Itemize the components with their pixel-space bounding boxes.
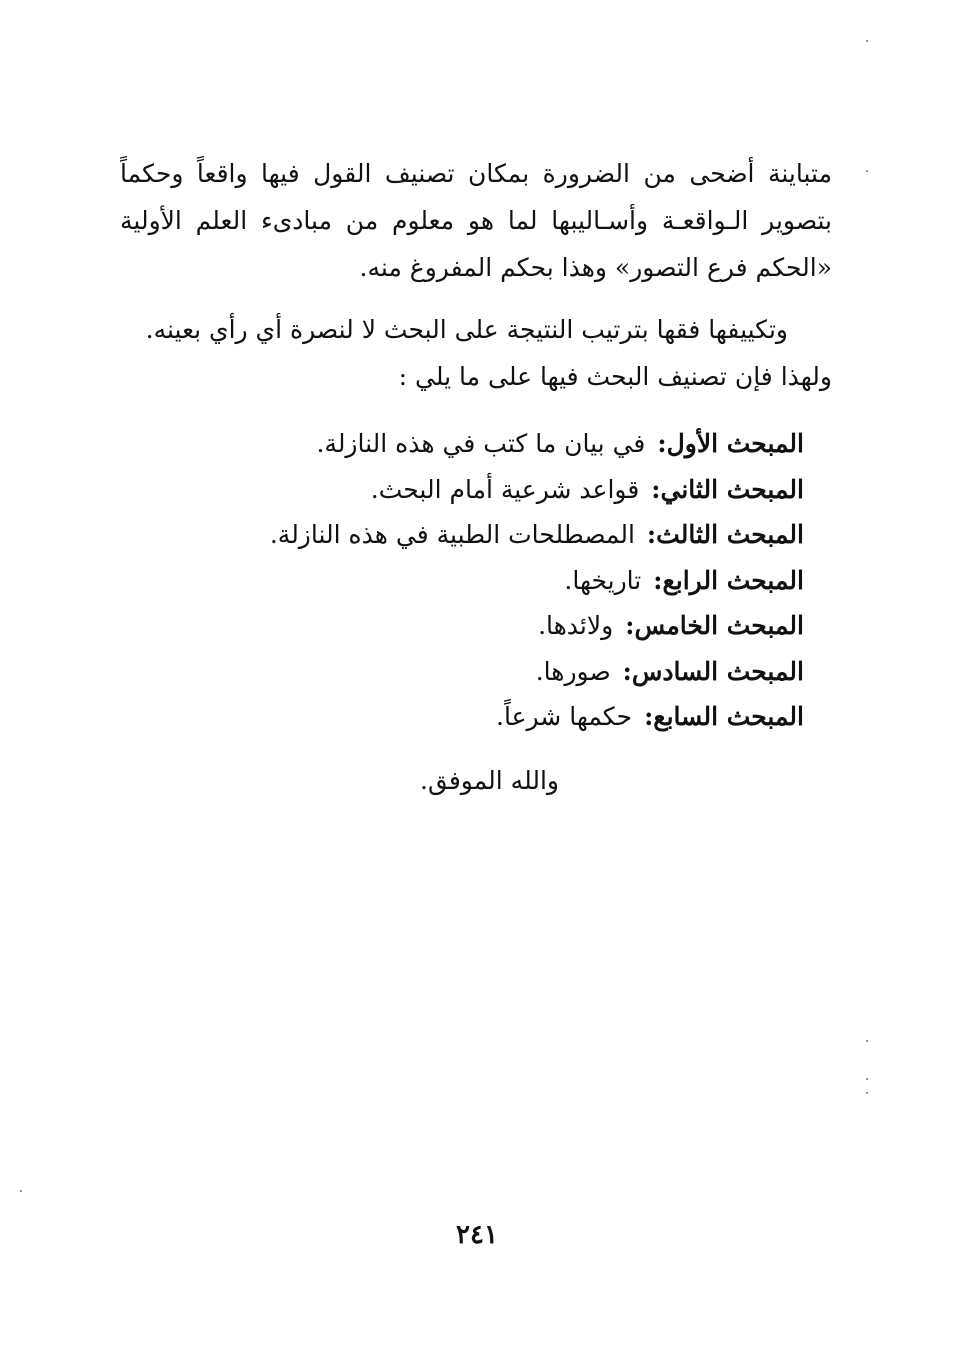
method-paragraph-line-2: ولهذا فإن تصنيف البحث فيها على ما يلي :	[398, 362, 832, 391]
intro-paragraph: متباينة أضحى من الضرورة بمكان تصنيف القول فيها واقعاً وحكماً بتصوير الـواقعـة وأسـاليبها لما هو معلوم من مبادىء العلم الأولية «الحكم فرع التصور» وهذا بحكم المفروغ منه.	[120, 159, 832, 282]
scan-speck	[866, 1078, 868, 1080]
section-item	[270, 603, 804, 649]
closing-line: والله الموفق.	[420, 766, 559, 795]
section-item	[270, 558, 804, 604]
section-text: ولائدها.	[538, 611, 614, 640]
method-paragraph	[120, 306, 832, 400]
scan-speck	[866, 40, 868, 42]
section-item	[270, 421, 804, 467]
section-item	[270, 694, 804, 740]
section-colon: :	[653, 565, 663, 595]
section-colon: :	[651, 474, 661, 504]
page-number: ٢٤١	[456, 1220, 498, 1250]
method-paragraph-line-1: وتكييفها فقها بترتيب النتيجة على البحث لا لنصرة أي رأي بعينه.	[145, 315, 788, 344]
section-item	[270, 467, 804, 513]
scan-speck	[866, 1040, 868, 1042]
section-colon: :	[646, 520, 657, 549]
section-label: المبحث السادس	[631, 656, 804, 686]
section-colon: :	[644, 702, 654, 731]
scan-speck	[20, 1190, 22, 1192]
section-label: المبحث السابع	[653, 702, 804, 731]
section-text: في بيان ما كتب في هذه النازلة.	[316, 429, 646, 458]
scan-speck	[866, 1092, 868, 1094]
section-item	[270, 512, 804, 558]
section-label: المبحث الرابع	[662, 565, 804, 595]
section-text: تاريخها.	[564, 565, 642, 595]
section-label: المبحث الأول	[666, 429, 804, 458]
section-text: قواعد شرعية أمام البحث.	[370, 474, 640, 504]
section-colon: :	[657, 429, 667, 458]
section-label: المبحث الثاني	[660, 474, 804, 504]
section-label: المبحث الثالث	[656, 520, 804, 549]
section-list	[270, 421, 804, 740]
section-label: المبحث الخامس	[634, 611, 804, 640]
section-item	[270, 649, 804, 695]
section-text: المصطلحات الطبية في هذه النازلة.	[269, 520, 635, 549]
section-text: صورها.	[535, 656, 611, 686]
scan-speck	[866, 170, 868, 172]
section-colon: :	[622, 656, 632, 686]
section-text: حكمها شرعاً.	[496, 702, 633, 731]
section-colon: :	[625, 611, 635, 640]
